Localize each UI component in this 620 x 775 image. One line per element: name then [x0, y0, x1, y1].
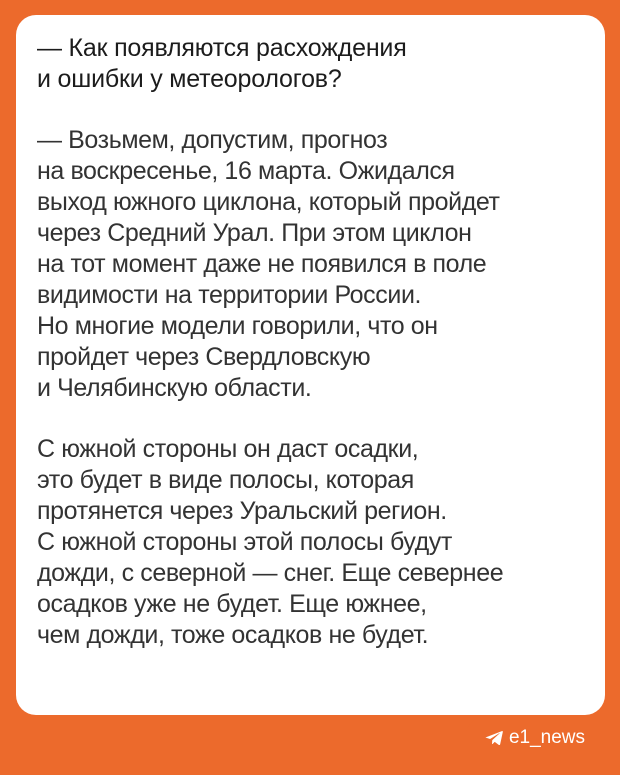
paragraph-line: это будет в виде полосы, которая — [37, 466, 414, 494]
paragraph-line: видимости на территории России. — [37, 281, 422, 309]
brand-badge[interactable] — [465, 716, 605, 760]
paragraph-line: выход южного циклона, который пройдет — [37, 188, 500, 216]
paragraph-line: С южной стороны он даст осадки, — [37, 435, 419, 463]
interview-question — [37, 33, 585, 95]
answer-paragraph-1 — [37, 125, 585, 404]
paragraph-line: протянется через Уральский регион. — [37, 497, 447, 525]
question-line: — Как появляются расхождения — [37, 34, 407, 62]
quote-card — [16, 15, 605, 715]
paragraph-line: через Средний Урал. При этом циклон — [37, 219, 472, 247]
paragraph-line: пройдет через Свердловскую — [37, 343, 371, 371]
telegram-icon — [485, 730, 503, 746]
paragraph-line: дожди, с северной — снег. Еще севернее — [37, 559, 504, 587]
paragraph-line: чем дожди, тоже осадков не будет. — [37, 621, 429, 649]
paragraph-line: на воскресенье, 16 марта. Ожидался — [37, 157, 455, 185]
question-line: и ошибки у метеорологов? — [37, 65, 342, 93]
brand-handle: e1_news — [508, 727, 585, 748]
paragraph-line: — Возьмем, допустим, прогноз — [37, 126, 388, 154]
paragraph-line: и Челябинскую области. — [37, 374, 312, 402]
answer-paragraph-2 — [37, 434, 585, 651]
paragraph-line: на тот момент даже не появился в поле — [37, 250, 487, 278]
paragraph-line: осадков уже не будет. Еще южнее, — [37, 590, 427, 618]
paragraph-line: С южной стороны этой полосы будут — [37, 528, 452, 556]
paragraph-line: Но многие модели говорили, что он — [37, 312, 438, 340]
